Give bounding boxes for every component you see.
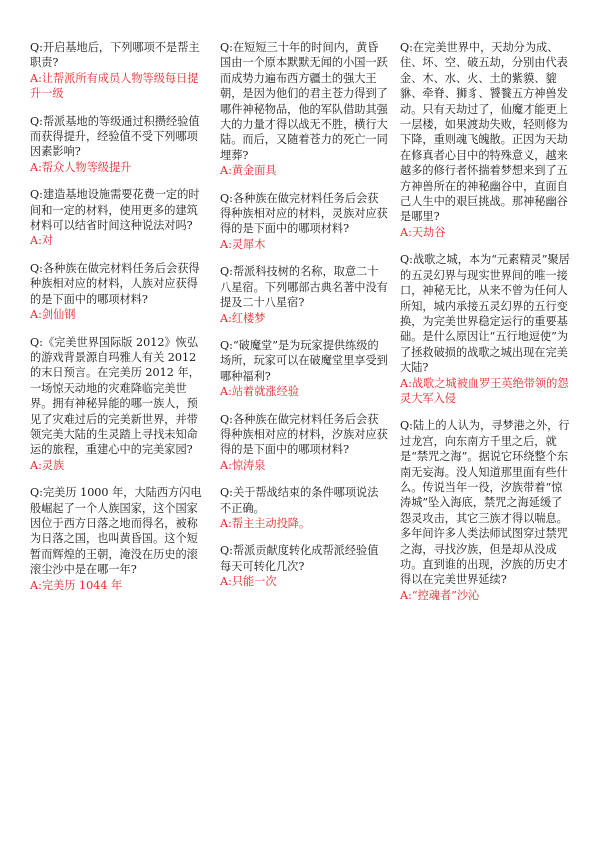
column-left	[30, 40, 207, 605]
answer-prefix: A:	[400, 225, 412, 239]
answer-text: 灵犀木	[231, 237, 266, 251]
answer-prefix: A:	[220, 516, 232, 530]
answer-text: 对	[41, 234, 54, 248]
answer-text: 惊涛泉	[231, 458, 266, 472]
answer-prefix: A:	[30, 71, 42, 85]
question	[220, 40, 388, 163]
qa-item	[30, 485, 207, 593]
answer	[30, 160, 207, 175]
qa-item	[220, 40, 388, 179]
question-text: 建造基地设施需要花费一定的时间和一定的材料，使用更多的建筑材料可以结省时间这种说法对吗?	[30, 188, 200, 233]
question-prefix: Q:	[30, 114, 43, 128]
question-prefix: Q:	[220, 265, 233, 279]
qa-item	[30, 187, 207, 249]
answer-prefix: A:	[220, 311, 232, 325]
answer-text: “控魂者”沙沁	[411, 588, 480, 602]
answer-prefix: A:	[220, 164, 232, 178]
question-text: 战歌之城，本为“元素精灵”聚居的五灵幻界与现实世界间的唯一接口，神秘无比，从来不曾为任何人所知，城内承接五灵幻界的五行变换，为完美世界稳定运行的重要基础。是什么原因让“五行地逗使”为了拯救破损的战歌之城出现在完美大陆?	[400, 253, 570, 375]
question-text: 关于帮战结束的条件哪项说法不正确。	[220, 486, 379, 515]
answer-prefix: A:	[30, 234, 42, 248]
answer-prefix: A:	[220, 575, 232, 589]
answer-text: 帮众人物等级提升	[41, 160, 132, 174]
answer	[400, 376, 570, 407]
question-prefix: Q:	[30, 335, 43, 349]
question-text: 陆上的人认为，寻梦港之外，行过龙宫，向东南方千里之后，就是“禁咒之海”。据说它环绕整个东南无妄海。没人知道那里面有些什么。传说当年一役，汐族带着“惊涛城”坠入海底，禁咒之海延缓了怨灵攻击，其它三族才得以喘息。多年间许多人类法师试图穿过禁咒之海，寻找汐族，但是却从没成功。直到谁的出现，汐族的历史才得以在完美世界延续?	[400, 419, 570, 587]
question-text: 在短短三十年的时间内，黄昏国由一个原本默默无闻的小国一跃而成势力遍布西方疆土的强大王朝，是因为他们的君主苍力得到了哪件神秘物品，他的军队借助其强大的力量才得以战无不胜，横行大陆。而后，又随着苍力的死亡一同埋葬?	[220, 41, 388, 162]
answer-text: 天劫谷	[411, 225, 446, 239]
qa-item	[30, 40, 207, 102]
question-prefix: Q:	[30, 261, 43, 275]
answer	[220, 163, 388, 178]
question-text: 各种族在做完材料任务后会获得种族相对应的材料，汐族对应获得的是下面中的哪项材料?	[220, 412, 388, 457]
question-prefix: Q:	[220, 338, 233, 352]
answer	[30, 233, 207, 248]
question-text: 帮派基地的等级通过积攒经验值而获得提升，经验值不受下列哪项因素影响?	[30, 114, 200, 159]
qa-item	[30, 114, 207, 176]
question	[30, 40, 207, 71]
answer	[400, 588, 570, 603]
answer-text: 红楼梦	[231, 311, 266, 325]
answer-prefix: A:	[220, 237, 232, 251]
question-prefix: Q:	[30, 188, 43, 202]
question-prefix: Q:	[400, 253, 413, 267]
question-text: 开启基地后，下列哪项不是帮主职责?	[30, 41, 200, 70]
answer-prefix: A:	[220, 385, 232, 399]
answer-text: 灵族	[41, 458, 65, 472]
answer-text: 剑仙钢	[41, 308, 76, 322]
question	[30, 261, 207, 307]
question	[400, 40, 570, 225]
answer-prefix: A:	[30, 160, 42, 174]
question-text: 帮派科技树的名称，取意二十八星宿。下列哪部古典名著中没有提及二十八星宿?	[220, 265, 388, 310]
qa-item	[220, 412, 388, 474]
question-prefix: Q:	[220, 486, 233, 500]
answer	[220, 516, 388, 531]
answer	[30, 307, 207, 322]
question-prefix: Q:	[30, 41, 43, 54]
answer	[220, 574, 388, 589]
answer	[220, 311, 388, 326]
question	[30, 114, 207, 160]
answer	[400, 225, 570, 240]
answer	[220, 458, 388, 473]
question-text: 各种族在做完材料任务后会获得种族相对应的材料，灵族对应获得的是下面中的哪项材料?	[220, 191, 388, 236]
answer-prefix: A:	[30, 458, 42, 472]
question-prefix: Q:	[400, 41, 413, 54]
question	[220, 543, 388, 574]
question-text: “破魔堂”是为玩家提供练级的场所，玩家可以在破魔堂里享受到哪种福利?	[220, 338, 388, 383]
answer	[220, 384, 388, 399]
qa-item	[30, 335, 207, 474]
question	[400, 418, 570, 587]
answer	[30, 578, 207, 593]
answer-text: 战歌之城被血罗王英绝带领的怨灵大军入侵	[400, 376, 569, 405]
qa-item	[220, 191, 388, 253]
question-text: 《完美世界国际版 2012》恢弘的游戏背景源自玛雅人有关 2012 的末日预言。在完美历 2012 年，一场惊天动地的灾难降临完美世界。拥有神秘异能的哪一族人，预见了灾难过后的完美新世界，并带领完美大陆的生灵踏上寻找未知命运的旅程，重建心中的完美家园?	[30, 335, 200, 457]
column-right	[400, 40, 570, 615]
answer-text: 只能一次	[231, 575, 277, 589]
question-prefix: Q:	[220, 191, 233, 205]
question	[220, 485, 388, 516]
question	[30, 485, 207, 577]
question	[220, 338, 388, 384]
answer	[30, 458, 207, 473]
question-prefix: Q:	[220, 41, 233, 54]
answer-text: 完美历 1044 年	[41, 578, 123, 592]
answer-prefix: A:	[30, 308, 42, 322]
answer-prefix: A:	[30, 578, 42, 592]
qa-item	[220, 264, 388, 326]
question-prefix: Q:	[30, 486, 43, 500]
answer-text: 站着就涨经验	[231, 385, 299, 399]
qa-item	[400, 418, 570, 603]
answer-text: 让帮派所有成员人物等级每日提升一级	[30, 71, 199, 101]
question	[220, 191, 388, 237]
question-text: 完美历 1000 年，大陆西方闪电般崛起了一个人族国家，这个国家因位于西方日落之地而得名，被称为日落之国，也叫黄昏国。这个短暂而辉煌的王朝，淹没在历史的滚滚尘沙中是在哪一年?	[30, 486, 202, 577]
question	[220, 264, 388, 310]
answer-prefix: A:	[400, 376, 412, 390]
answer-prefix: A:	[400, 588, 412, 602]
answer-text: 帮主主动投降。	[231, 516, 311, 530]
answer	[30, 71, 207, 102]
question	[30, 335, 207, 458]
column-middle	[220, 40, 388, 602]
qa-item	[220, 338, 388, 400]
question	[30, 187, 207, 233]
qa-item	[220, 543, 388, 589]
answer-prefix: A:	[220, 458, 232, 472]
question-prefix: Q:	[220, 412, 233, 426]
question-text: 在完美世界中，天劫分为成、住、坏、空、破五劫，分别由代表金、木、水、火、土的紫貘、貔貅、牵脊、狮豸、饕餮五方神兽发动。只有天劫过了，仙魔才能更上一层楼，如果渡劫失败，轻则修为下降，重则魂飞魄散。正因为天劫在修真者心目中的特殊意义，越来越多的修行者怀揣着梦想来到了五方神兽所在的神秘幽谷中，直面自己人生中的艰巨挑战。那神秘幽谷是哪里?	[400, 41, 568, 224]
question-text: 帮派贡献度转化成帮派经验值每天可转化几次?	[220, 544, 379, 573]
question-prefix: Q:	[220, 544, 233, 558]
question-prefix: Q:	[400, 419, 413, 433]
answer	[220, 237, 388, 252]
qa-item	[400, 252, 570, 406]
answer-text: 黄金面具	[231, 164, 277, 178]
qa-item	[220, 485, 388, 531]
question-text: 各种族在做完材料任务后会获得种族相对应的材料，人族对应获得的是下面中的哪项材料?	[30, 261, 200, 306]
qa-item	[400, 40, 570, 240]
question	[220, 412, 388, 458]
qa-item	[30, 261, 207, 323]
question	[400, 252, 570, 375]
